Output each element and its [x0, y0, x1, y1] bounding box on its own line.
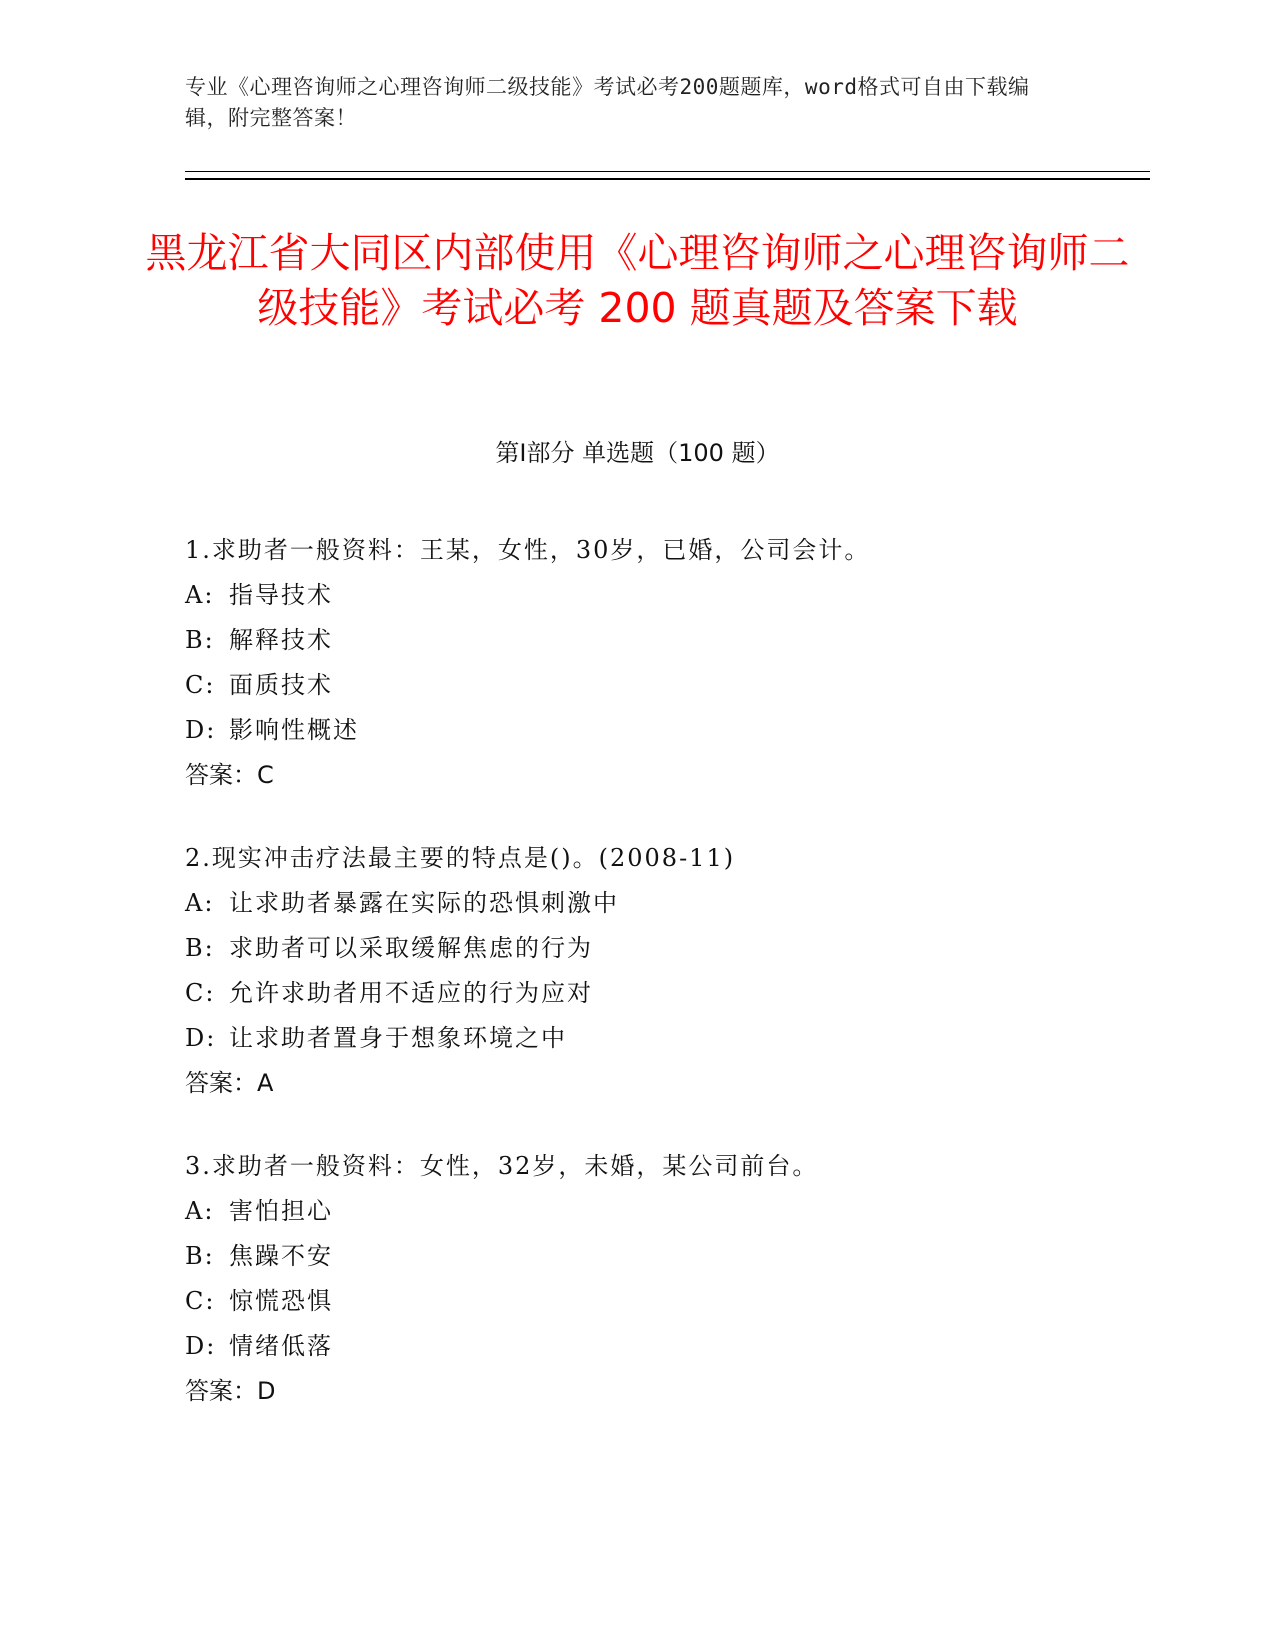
- question-1: [185, 528, 1145, 798]
- option-letter: D:: [185, 1332, 217, 1360]
- option-text: 解释技术: [229, 626, 333, 654]
- option-letter: A:: [185, 1197, 215, 1225]
- option-letter: B:: [185, 934, 215, 962]
- option-letter: B:: [185, 1242, 215, 1270]
- option-text: 情绪低落: [229, 1332, 333, 1360]
- option-a: [185, 573, 1145, 618]
- option-text: 惊慌恐惧: [229, 1287, 333, 1315]
- header-divider-thin: [185, 171, 1150, 172]
- option-text: 让求助者暴露在实际的恐惧刺激中: [229, 889, 619, 917]
- section-title: 第Ⅰ部分 单选题（100 题）: [495, 439, 780, 467]
- header-note: 专业《心理咨询师之心理咨询师二级技能》考试必考200题题库，word格式可自由下载编辑，附完整答案！: [185, 75, 1030, 130]
- document-title: 黑龙江省大同区内部使用《心理咨询师之心理咨询师二级技能》考试必考 200 题真题及答案下载: [145, 229, 1130, 332]
- question-stem: 2.现实冲击疗法最主要的特点是()。(2008-11): [185, 844, 736, 872]
- option-b: [185, 926, 1145, 971]
- option-c: [185, 663, 1145, 708]
- option-text: 害怕担心: [229, 1197, 333, 1225]
- option-letter: B:: [185, 626, 215, 654]
- option-letter: C:: [185, 671, 216, 699]
- option-letter: D:: [185, 716, 217, 744]
- option-a: [185, 1189, 1145, 1234]
- question-3: [185, 1144, 1145, 1414]
- option-c: [185, 971, 1145, 1016]
- option-c: [185, 1279, 1145, 1324]
- option-text: 面质技术: [229, 671, 333, 699]
- option-b: [185, 618, 1145, 663]
- option-letter: C:: [185, 979, 216, 1007]
- answer-line: 答案：A: [185, 1069, 274, 1097]
- option-text: 允许求助者用不适应的行为应对: [229, 979, 593, 1007]
- option-b: [185, 1234, 1145, 1279]
- question-stem: 1.求助者一般资料：王某，女性，30岁，已婚，公司会计。: [185, 536, 871, 564]
- option-d: [185, 708, 1145, 753]
- option-letter: C:: [185, 1287, 216, 1315]
- option-text: 指导技术: [229, 581, 333, 609]
- question-2: [185, 836, 1145, 1106]
- question-list: [185, 528, 1145, 1452]
- option-d: [185, 1016, 1145, 1061]
- option-text: 求助者可以采取缓解焦虑的行为: [229, 934, 593, 962]
- option-d: [185, 1324, 1145, 1369]
- question-stem: 3.求助者一般资料：女性，32岁，未婚，某公司前台。: [185, 1152, 819, 1180]
- answer-line: 答案：C: [185, 761, 274, 789]
- option-text: 焦躁不安: [229, 1242, 333, 1270]
- option-a: [185, 881, 1145, 926]
- option-letter: A:: [185, 889, 215, 917]
- answer-line: 答案：D: [185, 1377, 276, 1405]
- option-letter: A:: [185, 581, 215, 609]
- option-text: 让求助者置身于想象环境之中: [229, 1024, 567, 1052]
- header-divider-thick: [185, 178, 1150, 180]
- option-letter: D:: [185, 1024, 217, 1052]
- option-text: 影响性概述: [229, 716, 359, 744]
